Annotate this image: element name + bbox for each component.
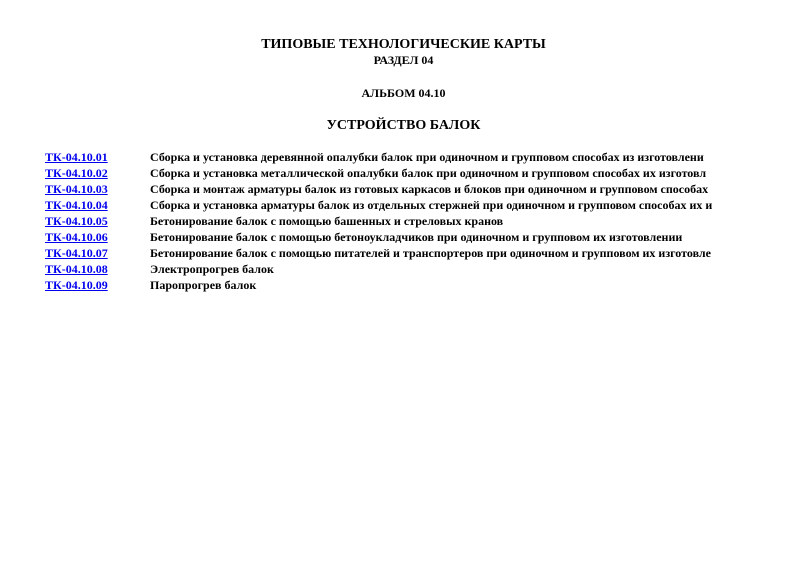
- topic-heading: УСТРОЙСТВО БАЛОК: [326, 118, 481, 133]
- toc-description: Сборка и монтаж арматуры балок из готовых каркасов и блоков при одиночном и групповом способах: [150, 182, 709, 196]
- document-title: ТИПОВЫЕ ТЕХНОЛОГИЧЕСКИЕ КАРТЫ: [261, 37, 546, 52]
- toc-description: Сборка и установка металлической опалубки балок при одиночном и групповом способах их изготовл: [150, 166, 707, 180]
- toc-link[interactable]: ТК-04.10.04: [45, 198, 108, 212]
- toc-description: Сборка и установка арматуры балок из отдельных стержней при одиночном и групповом способах их и: [150, 198, 713, 212]
- toc-link[interactable]: ТК-04.10.05: [45, 214, 108, 228]
- album-heading: АЛЬБОМ 04.10: [361, 86, 446, 100]
- toc-row: [45, 277, 770, 293]
- toc-row: [45, 229, 770, 245]
- toc-description: Паропрогрев балок: [150, 278, 257, 292]
- toc-link[interactable]: ТК-04.10.07: [45, 246, 108, 260]
- toc-row: [45, 165, 770, 181]
- toc-description: Бетонирование балок с помощью башенных и стреловых кранов: [150, 214, 504, 228]
- toc-link[interactable]: ТК-04.10.01: [45, 150, 108, 164]
- toc-row: [45, 149, 770, 165]
- toc-description: Бетонирование балок с помощью питателей и транспортеров при одиночном и групповом их изготовле: [150, 246, 711, 260]
- toc-description: Бетонирование балок с помощью бетоноукладчиков при одиночном и групповом их изготовлении: [150, 230, 683, 244]
- toc-row: [45, 181, 770, 197]
- toc-row: [45, 213, 770, 229]
- toc-link[interactable]: ТК-04.10.02: [45, 166, 108, 180]
- toc-link[interactable]: ТК-04.10.06: [45, 230, 108, 244]
- toc-link[interactable]: ТК-04.10.09: [45, 278, 108, 292]
- table-of-contents: [45, 149, 770, 293]
- toc-row: [45, 245, 770, 261]
- toc-description: Сборка и установка деревянной опалубки балок при одиночном и групповом способах из изготовлени: [150, 150, 704, 164]
- toc-row: [45, 261, 770, 277]
- toc-row: [45, 197, 770, 213]
- section-heading: РАЗДЕЛ 04: [373, 53, 434, 67]
- toc-link[interactable]: ТК-04.10.03: [45, 182, 108, 196]
- toc-description: Электропрогрев балок: [150, 262, 274, 276]
- toc-link[interactable]: ТК-04.10.08: [45, 262, 108, 276]
